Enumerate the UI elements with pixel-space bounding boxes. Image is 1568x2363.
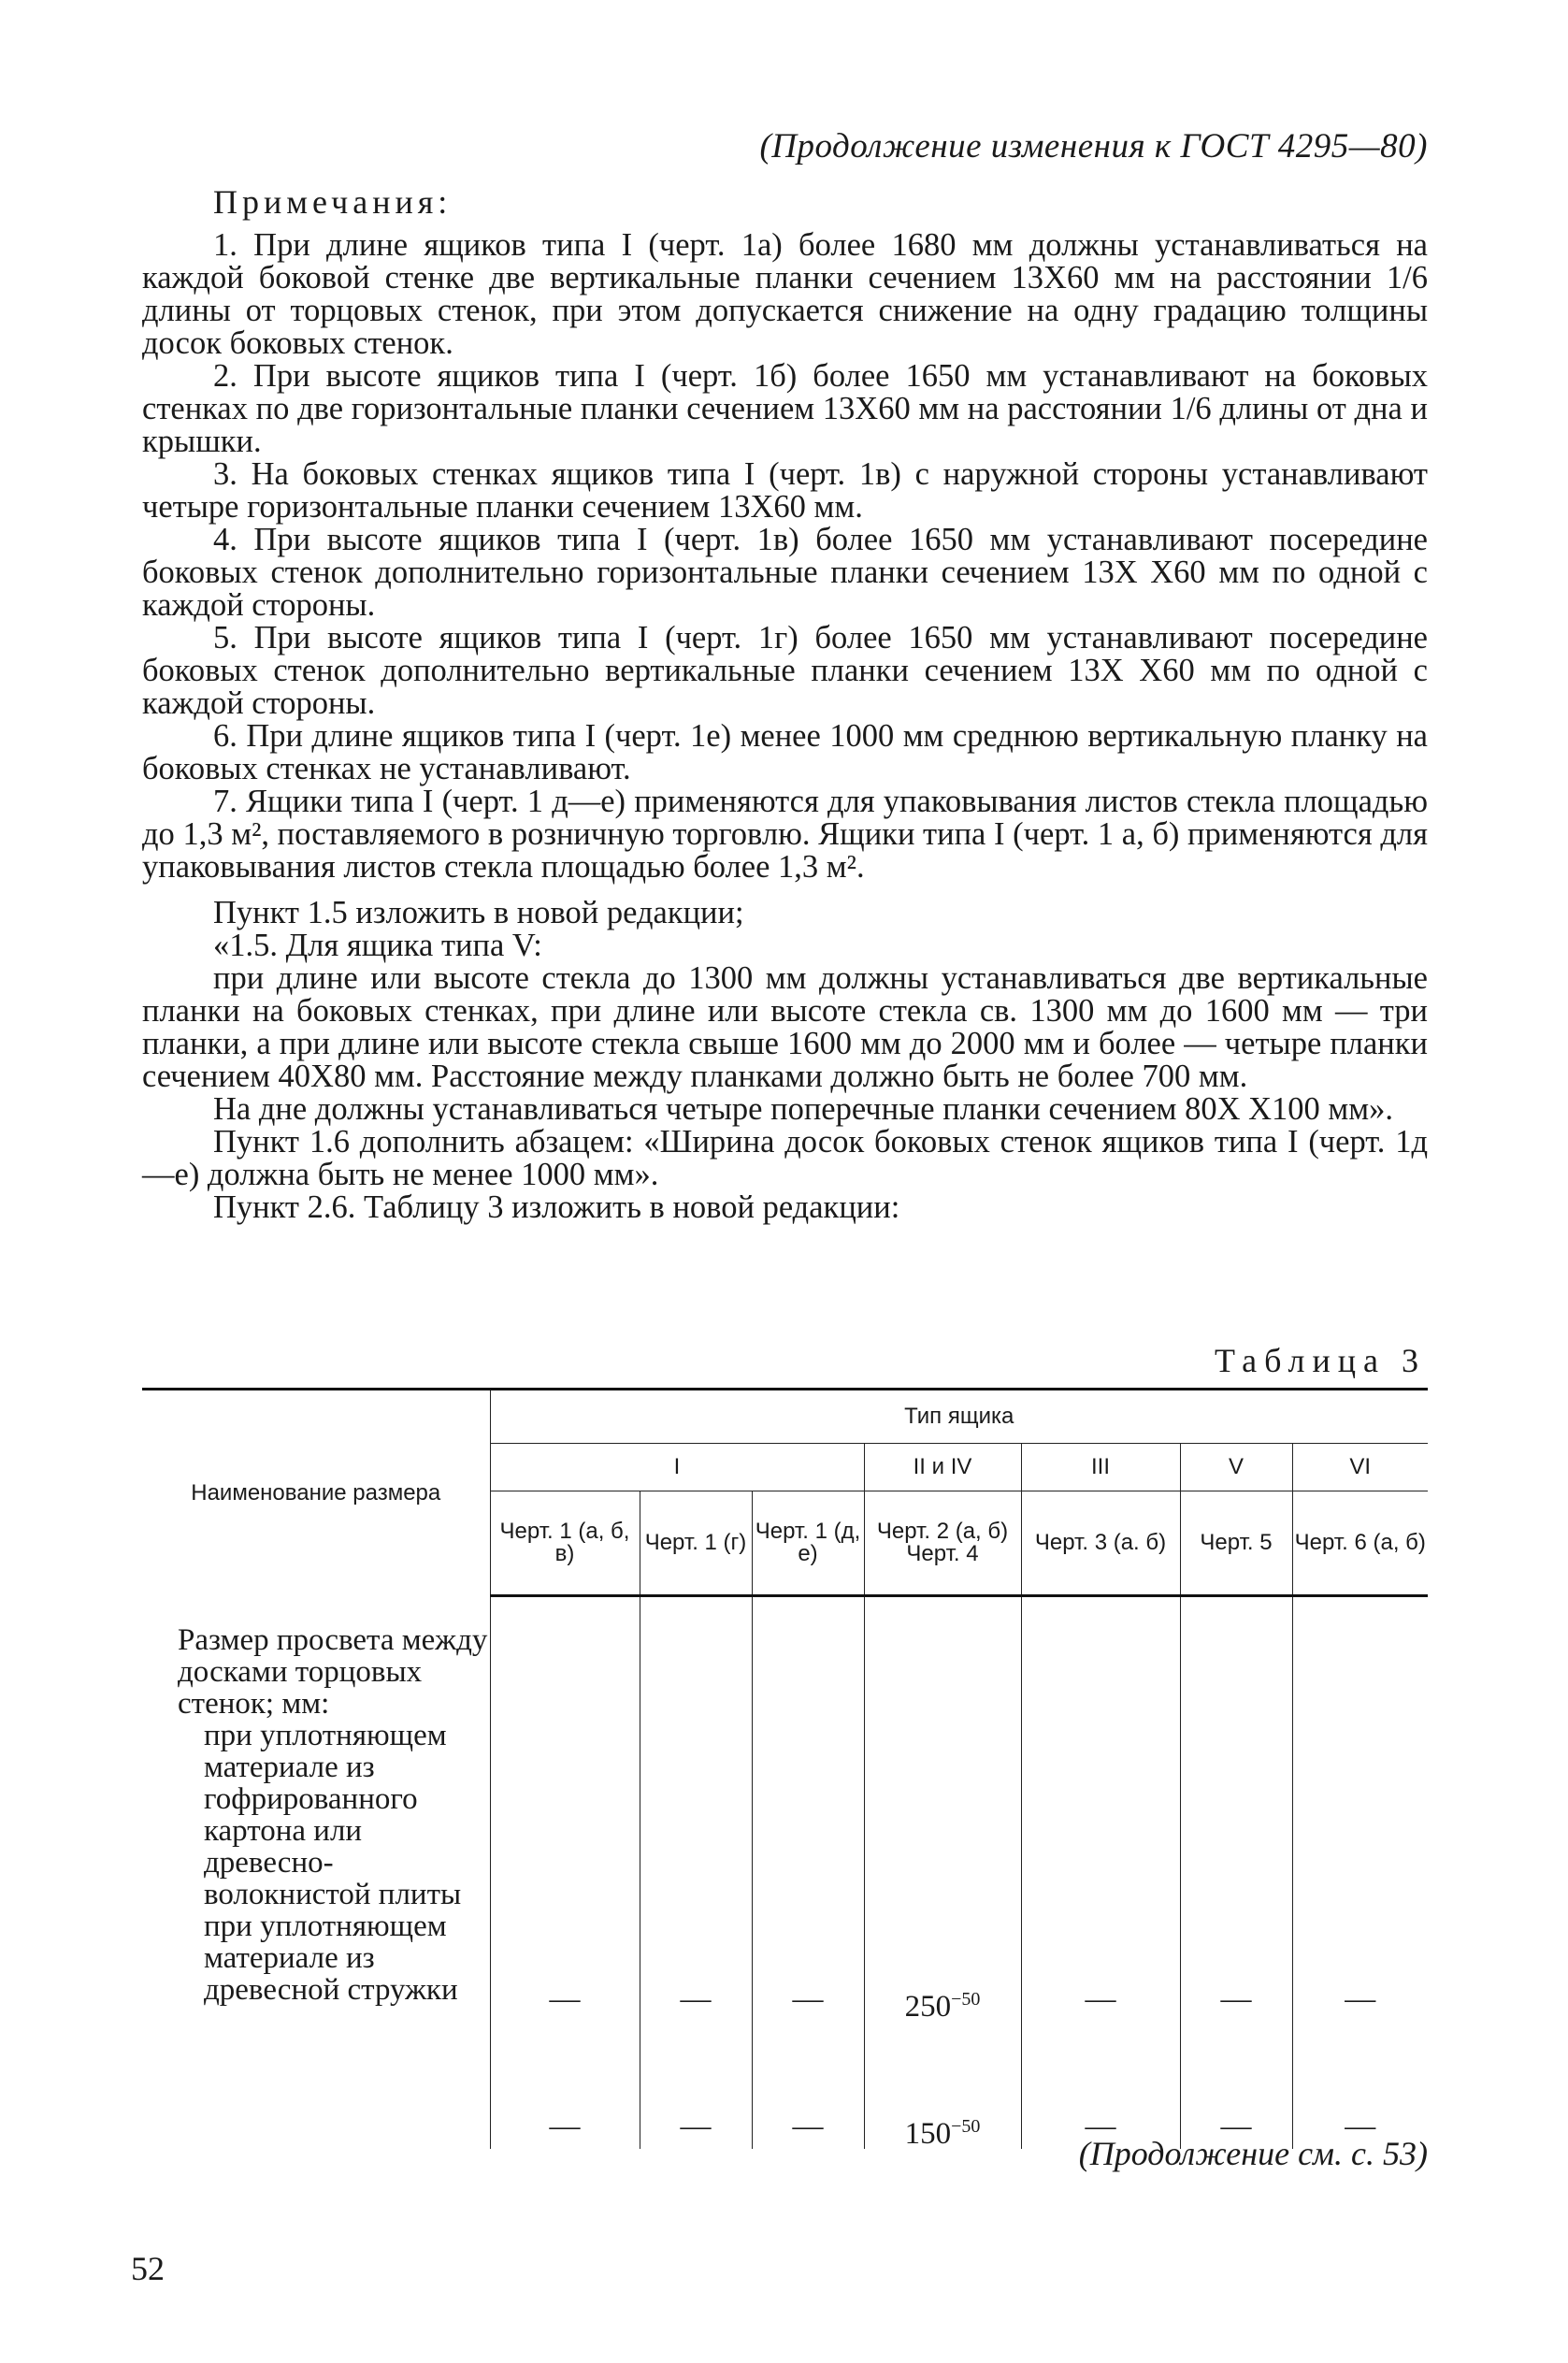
note-2: 2. При высоте ящиков типа I (черт. 1б) более 1650 мм устанавливают на боковых стенках по две горизонтальные планки сечением 13Х60 мм на расстоянии 1/6 длины от дна и крышки.	[142, 358, 1428, 459]
note-5: 5. При высоте ящиков типа I (черт. 1г) более 1650 мм устанавливают посередине боковых стенок дополнительно вертикальные планки сечением 13Х Х60 мм по одной с каждой стороны.	[142, 620, 1428, 721]
table-cell	[1180, 1596, 1292, 2150]
cell-value: —	[680, 2110, 712, 2143]
paragraph-1: Пункт 1.5 изложить в новой редакции;	[213, 895, 744, 930]
column-header: Черт. 3 (а. б)	[1021, 1491, 1180, 1596]
paragraph-5: Пункт 1.6 дополнить абзацем: «Ширина досок боковых стенок ящиков типа I (черт. 1д—е) должна быть не менее 1000 мм».	[142, 1124, 1428, 1192]
cell-value: —	[1085, 1982, 1116, 2016]
table-cell	[1292, 1596, 1428, 2150]
table-cell	[752, 1596, 864, 2150]
table-title: Таблица 3	[1215, 1342, 1426, 1379]
document-body	[142, 229, 1428, 1224]
header-box-type: Тип ящика	[490, 1390, 1428, 1444]
table-cell	[490, 1596, 640, 2150]
column-header: Черт. 1 (г)	[640, 1491, 752, 1596]
cell-value: —	[549, 2110, 581, 2143]
group-type-1: I	[490, 1444, 864, 1491]
row-label-cell	[142, 1596, 490, 2150]
notes-title: Примечания:	[213, 183, 453, 221]
cell-value: —	[1345, 2110, 1376, 2143]
cell-value: —	[792, 1982, 824, 2016]
column-header: Черт. 5	[1180, 1491, 1292, 1596]
tolerance: −50	[951, 1989, 981, 2010]
column-header: Черт. 6 (а, б)	[1292, 1491, 1428, 1596]
group-type-2-4: II и IV	[864, 1444, 1021, 1491]
column-header: Черт. 1 (д, е)	[752, 1491, 864, 1596]
cell-value: —	[1220, 1982, 1252, 2016]
cell-value-with-tolerance	[865, 2110, 1021, 2151]
note-3: 3. На боковых стенках ящиков типа I (черт. 1в) с наружной стороны устанавливают четыре горизонтальные планки сечением 13Х60 мм.	[142, 456, 1428, 525]
cell-value: 150	[904, 2117, 952, 2151]
paragraph-2: «1.5. Для ящика типа V:	[213, 928, 542, 963]
note-1: 1. При длине ящиков типа I (черт. 1а) более 1680 мм должны устанавливаться на каждой боковой стенке две вертикальные планки сечением 13Х60 мм на расстоянии 1/6 длины от торцовых стенок, при этом допускается снижение на одну градацию толщины досок боковых стенок.	[142, 227, 1428, 361]
group-type-6: VI	[1292, 1444, 1428, 1491]
header-name-size: Наименование размера	[142, 1390, 490, 1596]
row-label-sub2: при уплотняющем материале из древесной стружки	[204, 1909, 458, 2007]
continuation-note: (Продолжение см. с. 53)	[1078, 2135, 1428, 2172]
cell-value: —	[1345, 1982, 1376, 2016]
cell-value: —	[792, 2110, 824, 2143]
row-label-main: Размер просвета между досками торцовых стенок; мм:	[178, 1622, 488, 1721]
tolerance: −50	[951, 2116, 981, 2137]
paragraph-6: Пункт 2.6. Таблицу 3 изложить в новой редакции:	[213, 1189, 900, 1225]
paragraph-3: при длине или высоте стекла до 1300 мм должны устанавливаться две вертикальные планки на боковых стенках, при длине или высоте стекла св. 1300 мм до 1600 мм — три планки, а при длине или высоте стекла свыше 1600 мм до 2000 мм и более — четыре планки сечением 40Х80 мм. Расстояние между планками должно быть не более 700 мм.	[142, 960, 1428, 1094]
column-header: Черт. 1 (а, б, в)	[490, 1491, 640, 1596]
table-cell	[1021, 1596, 1180, 2150]
row-label-sub1: при уплотняющем материале из гофрированного картона или древесно-волокнистой плиты	[204, 1718, 462, 1911]
page-number: 52	[131, 2250, 165, 2287]
cell-value: —	[1220, 2110, 1252, 2143]
cell-value: —	[549, 1982, 581, 2016]
cell-value-with-tolerance	[865, 1982, 1021, 2024]
group-type-5: V	[1180, 1444, 1292, 1491]
cell-value: —	[1085, 2110, 1116, 2143]
note-6: 6. При длине ящиков типа I (черт. 1е) менее 1000 мм среднюю вертикальную планку на боковых стенках не устанавливают.	[142, 718, 1428, 786]
table-cell	[640, 1596, 752, 2150]
page-header: (Продолжение изменения к ГОСТ 4295—80)	[759, 127, 1428, 166]
group-type-3: III	[1021, 1444, 1180, 1491]
note-4: 4. При высоте ящиков типа I (черт. 1в) более 1650 мм устанавливают посередине боковых стенок дополнительно горизонтальные планки сечением 13Х Х60 мм по одной с каждой стороны.	[142, 522, 1428, 623]
table-cell	[864, 1596, 1021, 2150]
table-3	[142, 1388, 1428, 2149]
note-7: 7. Ящики типа I (черт. 1 д—е) применяются для упаковывания листов стекла площадью до 1,3 м², поставляемого в розничную торговлю. Ящики типа I (черт. 1 а, б) применяются для упаковывания листов стекла площадью более 1,3 м².	[142, 784, 1428, 885]
column-header: Черт. 2 (а, б) Черт. 4	[864, 1491, 1021, 1596]
cell-value: —	[680, 1982, 712, 2016]
table-row	[142, 1596, 1428, 2150]
paragraph-4: На дне должны устанавливаться четыре поперечные планки сечением 80Х Х100 мм».	[213, 1091, 1393, 1127]
cell-value: 250	[904, 1990, 952, 2024]
